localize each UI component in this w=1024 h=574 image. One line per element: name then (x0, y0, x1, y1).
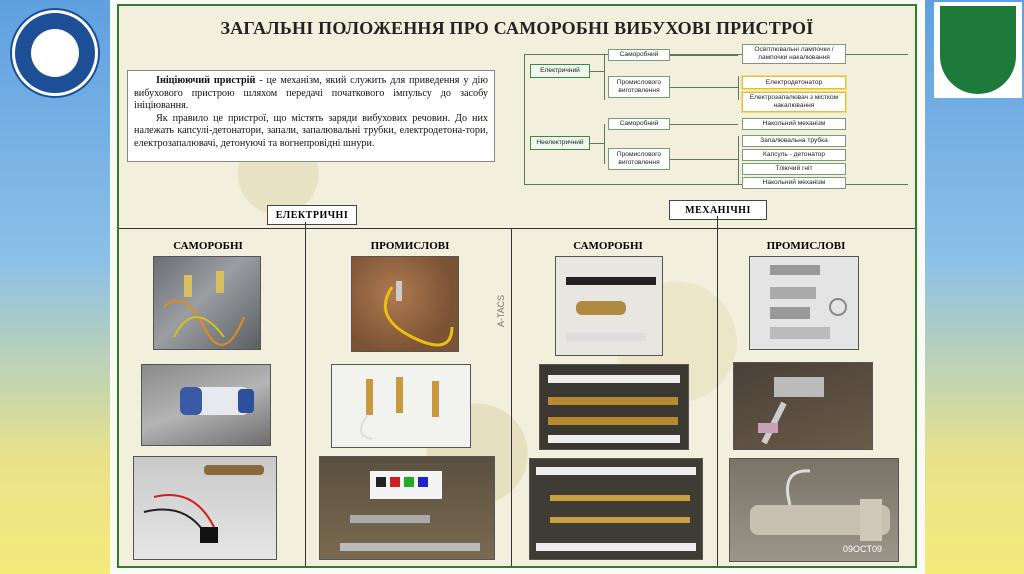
node-electrodetonator: Електродетонатор (742, 76, 846, 89)
photo-striker-parts (749, 256, 859, 350)
section-divider (119, 228, 915, 229)
photo-striker-closeup (733, 362, 873, 450)
column-title-electric-industrial: ПРОМИСЛОВІ (370, 240, 450, 252)
node-electroigniter: Електрозапалювач з містком накалювання (742, 92, 846, 112)
column-title-mech-homemade: САМОРОБНІ (573, 240, 643, 252)
definition-text: - це механізм, який служить для приведення у дію вибухового пристрою шляхом передачі початкового імпульсу до засобу ініціювання. (134, 75, 488, 111)
node-blasting-cap: Капсуль - детонатор (742, 149, 846, 161)
photo-industrial-kit (319, 456, 495, 560)
watermark-atacs: A-TACS (496, 294, 507, 328)
photo-detonator-in-soil (351, 256, 459, 352)
section-electric: ЕЛЕКТРИЧНІ (267, 205, 357, 225)
column-divider-1 (305, 222, 306, 566)
node-smoldering-wick: Тліючий гніт (742, 163, 846, 175)
node-striker-industrial: Накольний механізм (742, 177, 846, 189)
photo-homemade-rods (529, 458, 703, 560)
photo-date-stamp: 09OCT09 (843, 544, 883, 554)
definition-term: Ініціюючий пристрій (156, 75, 256, 86)
photo-battery-device (141, 364, 271, 446)
section-mechanical: МЕХАНІЧНІ (669, 200, 767, 220)
photo-homemade-striker (555, 256, 663, 356)
photo-wires-homemade (153, 256, 261, 350)
node-n-homemade: Саморобний (608, 118, 670, 130)
column-title-mech-industrial: ПРОМИСЛОВІ (766, 240, 846, 252)
node-electric: Електричний (530, 64, 590, 78)
definition-box (127, 70, 495, 162)
column-title-electric-homemade: САМОРОБНІ (173, 240, 243, 252)
classification-diagram (524, 36, 908, 186)
photo-tube-with-wires (133, 456, 277, 560)
node-e-industrial: Промислового виготовлення (608, 76, 670, 98)
page-title: ЗАГАЛЬНІ ПОЛОЖЕННЯ ПРО САМОРОБНІ ВИБУХОВІ ПРИСТРОЇ (220, 18, 814, 38)
node-striker-homemade: Накольний механізм (742, 118, 846, 130)
academy-emblem (934, 2, 1022, 98)
photo-striker-rulers (539, 364, 689, 450)
node-igniter-tube: Запалювальна трубка (742, 135, 846, 147)
photo-electrodetonators (331, 364, 471, 448)
university-logo (12, 10, 98, 96)
column-divider-2 (511, 228, 512, 566)
poster-board (117, 4, 917, 568)
definition-examples: Як правило це пристрої, що містять заряди вибухових речовин. До них належать капсулі-детонатори, запали, запалювальні трубки, електродетона-тори, електрозапалювачі, детонуючі та вогнепровідні шнури. (134, 112, 488, 149)
column-divider-3 (717, 216, 718, 566)
node-e-homemade: Саморобний (608, 49, 670, 61)
node-bulbs: Освітлювальні лампочки / лампочки накалювання (742, 44, 846, 64)
node-n-industrial: Промислового виготовлення (608, 148, 670, 170)
node-non-electric: Неелектричний (530, 136, 590, 150)
